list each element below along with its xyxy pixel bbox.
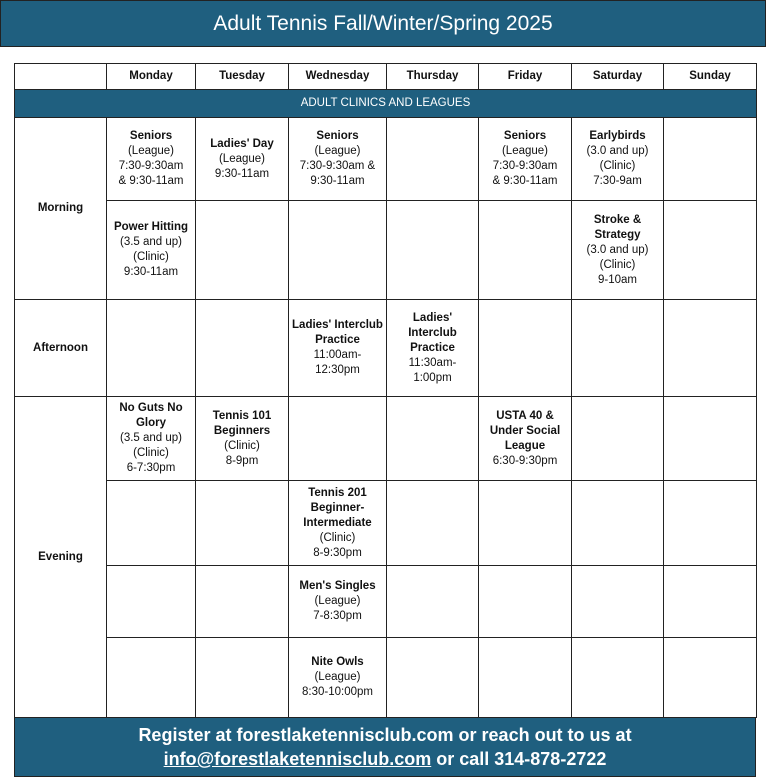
session-name: Seniors [503, 130, 547, 142]
session-detail: 9:30-11am [214, 167, 270, 180]
schedule-cell [572, 638, 664, 718]
session-detail: 9:30-11am [310, 175, 365, 187]
day-header-wednesday: Wednesday [289, 64, 387, 90]
schedule-cell [479, 638, 572, 718]
table-row [15, 201, 757, 300]
table-row [15, 397, 757, 481]
session-detail: (League) [501, 145, 549, 157]
session-detail: 7-8:30pm [313, 610, 362, 622]
schedule-cell [289, 201, 387, 300]
session-detail: & 9:30-11am [118, 175, 184, 187]
session-detail: 1:00pm [413, 371, 452, 384]
session-name: Ladies' Interclub Practice [408, 311, 457, 354]
schedule-cell [196, 118, 289, 201]
registration-footer [14, 717, 756, 777]
schedule-cell [479, 118, 572, 201]
session-detail: 12:30pm [315, 364, 360, 376]
session-detail: (League) [218, 152, 266, 165]
session-detail: 7:30-9:30am [118, 160, 184, 172]
schedule-cell [196, 566, 289, 638]
day-header-thursday: Thursday [387, 64, 479, 90]
session-detail: 8-9:30pm [313, 546, 362, 559]
session-detail: (Clinic) [319, 531, 356, 544]
session-detail: (League) [127, 145, 175, 157]
session-name: Seniors [129, 130, 173, 142]
schedule-cell [664, 300, 757, 397]
schedule-cell [289, 481, 387, 566]
session-detail: 7:30-9:30am [492, 160, 558, 172]
session-entry [291, 129, 384, 189]
session-entry [109, 220, 193, 280]
session-detail: (Clinic) [599, 258, 636, 271]
session-detail: 8:30-10:00pm [302, 686, 373, 698]
schedule-cell [289, 118, 387, 201]
session-detail: 8-9pm [225, 454, 259, 467]
session-detail: (Clinic) [224, 439, 260, 452]
section-band-row [15, 90, 757, 118]
schedule-cell [664, 638, 757, 718]
session-detail: 9:30-11am [123, 266, 179, 278]
session-entry [198, 409, 286, 469]
schedule-cell [387, 481, 479, 566]
session-detail: 6-7:30pm [126, 462, 176, 474]
session-entry [291, 486, 384, 561]
day-header-sunday: Sunday [664, 64, 757, 90]
section-label: ADULT CLINICS AND LEAGUES [15, 90, 757, 118]
time-slot-afternoon: Afternoon [15, 300, 107, 397]
schedule-cell [289, 638, 387, 718]
schedule-cell [479, 566, 572, 638]
schedule-cell [196, 201, 289, 300]
schedule-cell [107, 300, 196, 397]
session-detail: (Clinic) [599, 160, 636, 172]
session-detail: 11:30am- [408, 356, 457, 369]
table-row [15, 481, 757, 566]
session-name: No Guts No Glory [119, 402, 183, 429]
session-detail: (3.0 and up) [586, 145, 649, 157]
schedule-cell [479, 397, 572, 481]
session-entry [291, 579, 384, 624]
schedule-cell [387, 118, 479, 201]
schedule-cell [664, 566, 757, 638]
session-entry [109, 401, 193, 476]
session-detail: (Clinic) [133, 251, 169, 263]
schedule-cell [107, 397, 196, 481]
schedule-cell [572, 300, 664, 397]
schedule-cell [572, 566, 664, 638]
session-detail: 9-10am [598, 273, 637, 286]
session-name: Ladies' Interclub Practice [292, 319, 383, 346]
schedule-cell [387, 300, 479, 397]
session-name: Earlybirds [589, 130, 646, 142]
session-entry [481, 129, 569, 189]
schedule-cell [107, 201, 196, 300]
session-entry [481, 409, 569, 469]
session-detail: (3.0 and up) [586, 243, 649, 256]
session-name: Seniors [316, 130, 359, 142]
footer-phone-text: or call 314-878-2722 [431, 749, 607, 769]
schedule-cell [387, 201, 479, 300]
schedule-cell [664, 397, 757, 481]
schedule-cell [572, 201, 664, 300]
session-detail: (3.5 and up) [119, 432, 182, 444]
schedule-cell [387, 397, 479, 481]
session-detail: (League) [314, 145, 361, 157]
session-detail: (3.5 and up) [119, 236, 182, 248]
session-name: Ladies' Day [210, 137, 274, 150]
session-name: Stroke & Strategy [593, 213, 642, 241]
session-name: USTA 40 & Under Social League [489, 409, 561, 452]
schedule-cell [196, 638, 289, 718]
schedule-cell [107, 481, 196, 566]
time-slot-morning: Morning [15, 118, 107, 300]
table-row [15, 300, 757, 397]
schedule-cell [107, 638, 196, 718]
schedule-cell [387, 638, 479, 718]
corner-cell [15, 64, 107, 90]
email-link[interactable]: info@forestlaketennisclub.com [163, 749, 432, 769]
session-entry [198, 137, 286, 182]
schedule-cell [572, 481, 664, 566]
schedule-table [14, 63, 757, 718]
session-detail: 7:30-9am [593, 175, 642, 187]
schedule-cell [479, 201, 572, 300]
schedule-cell [289, 300, 387, 397]
session-detail: (Clinic) [133, 447, 169, 459]
day-header-friday: Friday [479, 64, 572, 90]
schedule-cell [196, 481, 289, 566]
session-name: Nite Owls [311, 656, 364, 668]
schedule-cell [107, 566, 196, 638]
table-row [15, 638, 757, 718]
schedule-cell [196, 300, 289, 397]
session-detail: & 9:30-11am [492, 175, 558, 187]
schedule-cell [664, 481, 757, 566]
schedule-cell [479, 481, 572, 566]
schedule-cell [572, 397, 664, 481]
schedule-cell [664, 118, 757, 201]
schedule-cell [289, 566, 387, 638]
footer-line-2 [15, 747, 755, 771]
session-name: Power Hitting [113, 221, 189, 233]
table-row [15, 566, 757, 638]
schedule-cell [289, 397, 387, 481]
day-header-saturday: Saturday [572, 64, 664, 90]
header-row [15, 64, 757, 90]
session-detail: (League) [314, 671, 361, 683]
session-detail: 6:30-9:30pm [492, 454, 558, 467]
session-entry [389, 311, 476, 386]
session-name: Tennis 101 Beginners [212, 409, 272, 437]
session-entry [574, 213, 661, 288]
session-name: Men's Singles [299, 580, 376, 592]
day-header-tuesday: Tuesday [196, 64, 289, 90]
schedule-cell [479, 300, 572, 397]
session-name: Tennis 201 Beginner-Intermediate [303, 486, 372, 529]
session-entry [291, 318, 384, 378]
schedule-cell [107, 118, 196, 201]
schedule-cell [196, 397, 289, 481]
schedule-cell [664, 201, 757, 300]
session-entry [574, 129, 661, 189]
schedule-cell [387, 566, 479, 638]
table-row [15, 118, 757, 201]
session-detail: (League) [314, 595, 361, 607]
session-entry [291, 655, 384, 700]
footer-line-1: Register at forestlaketennisclub.com or reach out to us at [138, 725, 632, 745]
page-title: Adult Tennis Fall/Winter/Spring 2025 [0, 0, 766, 47]
session-detail: 7:30-9:30am & [299, 160, 376, 172]
time-slot-evening: Evening [15, 397, 107, 718]
session-detail: 11:00am- [313, 349, 362, 361]
schedule-cell [572, 118, 664, 201]
day-header-monday: Monday [107, 64, 196, 90]
session-entry [109, 129, 193, 189]
